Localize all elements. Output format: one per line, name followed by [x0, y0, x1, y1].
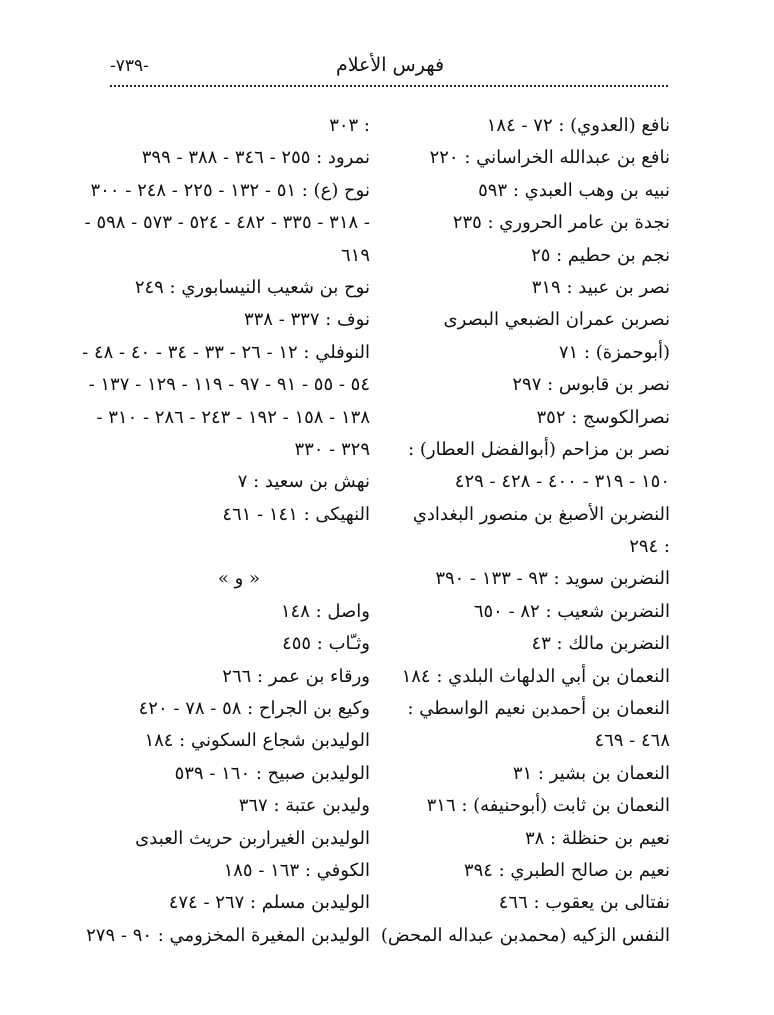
index-entry-line: ١٣٨ - ١٥٨ - ١٩٢ - ٢٤٣ - ٢٨٦ - ٣١٠ -: [96, 406, 370, 428]
running-title: فهرس الأعلام: [335, 54, 445, 76]
index-entry-line: [108, 531, 370, 563]
index-entry-line: (أبوحمزة) : ٧١: [558, 341, 670, 363]
index-entry-line: نعيم بن صالح الطبري : ٣٩٤: [463, 859, 670, 881]
index-entry-line: نجدة بن عامر الحروري : ٢٣٥: [452, 212, 670, 234]
index-entry-line: نافع بن عبدالله الخراساني : ٢٢٠: [429, 147, 670, 169]
index-entry-line: ورقاء بن عمر : ٢٦٦: [222, 665, 370, 687]
index-entry-line: النضربن سويد : ٩٣ - ١٣٣ - ٣٩٠: [435, 568, 670, 590]
index-entry-line: وليدبن عتبة : ٣٦٧: [238, 795, 370, 817]
index-entry-line: نعيم بن حنظلة : ٣٨: [524, 827, 670, 849]
index-entry-line: النعمان بن أحمدبن نعيم الواسطي :: [407, 698, 670, 720]
index-entry-line: النضربن الأصبغ بن منصور البغدادي: [412, 503, 670, 525]
index-entry-line: النعمان بن أبي الدلهاث البلدي : ١٨٤: [401, 665, 670, 687]
index-entry-line: النفس الزكيه (محمدبن عبداله المحض): [380, 924, 670, 946]
index-entry-line: نوف : ٣٣٧ - ٣٣٨: [243, 309, 370, 331]
index-entry-line: نهش بن سعيد : ٧: [237, 471, 370, 493]
index-entry-line: واصل : ١٤٨: [280, 600, 370, 622]
index-entry-line: نصرالكوسج : ٣٥٢: [536, 406, 670, 428]
index-entry-line: النعمان بن ثابت (أبوحنيفه) : ٣١٦: [426, 795, 670, 817]
index-entry-line: - ٣١٨ - ٣٣٥ - ٤٨٢ - ٥٢٤ - ٥٧٣ - ٥٩٨ -: [84, 212, 370, 234]
index-entry-line: نمرود : ٢٥٥ - ٣٤٦ - ٣٨٨ - ٣٩٩: [141, 147, 370, 169]
index-entry-line: نفتالى بن يعقوب : ٤٦٦: [498, 892, 670, 914]
index-entry-line: نوح بن شعيب النيسابوري : ٢٤٩: [134, 276, 370, 298]
index-entry-line: وكيع بن الجراح : ٥٨ - ٧٨ - ٤٢٠: [138, 698, 370, 720]
index-entry-line: ٤٦٨ - ٤٦٩: [594, 730, 670, 752]
index-entry-line: الوليدبن مسلم : ٢٦٧ - ٤٧٤: [168, 892, 370, 914]
index-entry-line: نصر بن عبيد : ٣١٩: [531, 276, 670, 298]
index-entry-line: النوفلي : ١٢ - ٢٦ - ٣٣ - ٣٤ - ٤٠ - ٤٨ -: [82, 341, 370, 363]
index-entry-line: الوليدبن صبيح : ١٦٠ - ٥٣٩: [174, 762, 370, 784]
index-entry-line: : ٢٩٤: [629, 536, 670, 558]
index-entry-line: : ٣٠٣: [329, 115, 370, 136]
index-column-left: [82, 110, 370, 952]
index-entry-line: ٥٤ - ٥٥ - ٩١ - ٩٧ - ١١٩ - ١٢٩ - ١٣٧ -: [88, 374, 370, 396]
index-entry-line: نصر بن قابوس : ٢٩٧: [512, 374, 670, 396]
index-entry-line: النهيكى : ١٤١ - ٤٦١: [222, 503, 370, 525]
index-entry-line: نوح (ع) : ٥١ - ١٣٢ - ٢٢٥ - ٢٤٨ - ٣٠٠: [90, 179, 370, 201]
index-entry-line: النعمان بن بشير : ٣١: [512, 762, 670, 784]
page-header: [110, 52, 670, 86]
index-entry-line: ١٥٠ - ٣١٩ - ٤٠٠ - ٤٢٨ - ٤٢٩: [454, 471, 670, 493]
index-entry-line: نجم بن حطيم : ٢٥: [531, 244, 670, 266]
dotted-divider: [110, 85, 668, 87]
index-entry-line: وثـّاب : ٤٥٥: [282, 633, 370, 655]
index-entry-line: ٦١٩: [340, 244, 370, 266]
index-column-right: [380, 110, 670, 952]
index-entry-line: ٣٢٩ - ٣٣٠: [294, 438, 370, 460]
index-entry-line: الوليدبن الغيراربن حريث العبدى: [135, 827, 370, 849]
index-entry-line: نصر بن مزاحم (أبوالفضل العطار) :: [408, 438, 670, 460]
index-entry-line: نبيه بن وهب العبدي : ٥٩٣: [478, 179, 670, 201]
index-entry-line: نافع (العدوي) : ٧٢ - ١٨٤: [486, 115, 670, 136]
section-letter-heading: « و »: [217, 568, 261, 590]
index-entry-line: النضربن مالك : ٤٣: [531, 633, 670, 655]
page-number: -٧٣٩-: [110, 56, 149, 76]
index-entry-line: الوليدبن المغيرة المخزومي : ٩٠ - ٢٧٩: [86, 924, 370, 946]
index-entry-line: الكوفي : ١٦٣ - ١٨٥: [223, 859, 370, 881]
index-entry-line: النضربن شعيب : ٨٢ - ٦٥٠: [473, 600, 670, 622]
index-entry-line: الوليدبن شجاع السكوني : ١٨٤: [144, 730, 370, 752]
index-entry-line: نصربن عمران الضبعي البصرى: [443, 309, 670, 331]
